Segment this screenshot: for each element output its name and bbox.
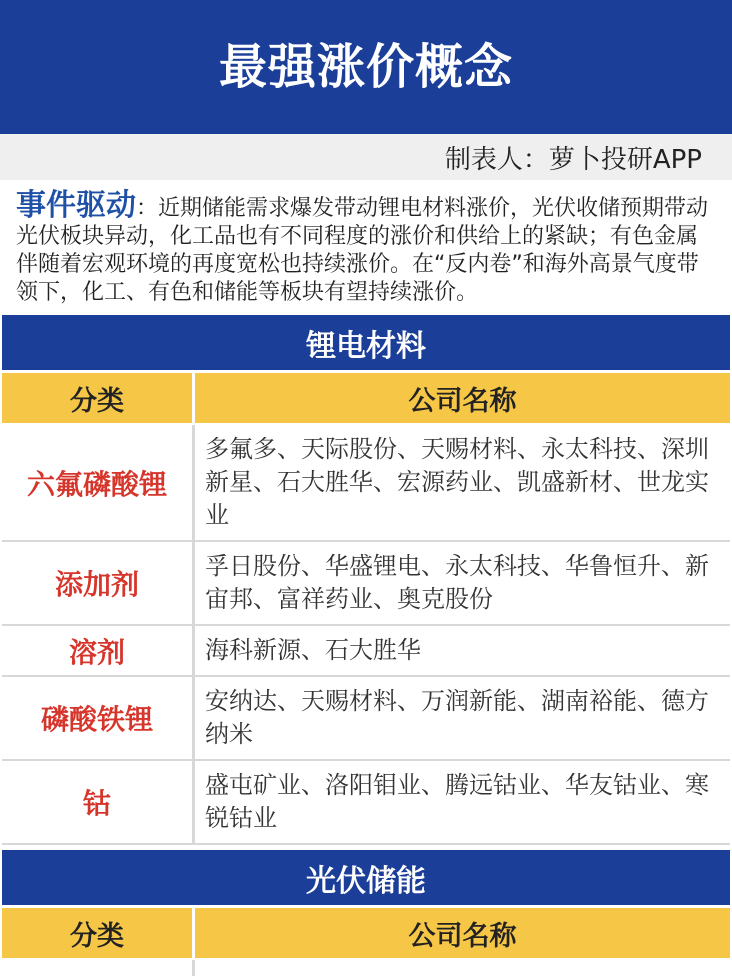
event-driver-paragraph — [0, 180, 732, 315]
section-title: 锂电材料 — [2, 315, 730, 370]
column-header-companies: 公司名称 — [195, 373, 730, 423]
column-header-companies: 公司名称 — [195, 908, 730, 958]
category-cell: 磷酸铁锂 — [2, 677, 195, 759]
column-header-category: 分类 — [2, 373, 192, 423]
companies-cell: 盛屯矿业、洛阳钼业、腾远钴业、华友钴业、寒锐钴业 — [205, 771, 709, 832]
event-driver-label: 事件驱动 — [16, 188, 136, 223]
companies-cell: 多氟多、天际股份、天赐材料、永太科技、深圳新星、石大胜华、宏源药业、凯盛新材、世龙实业 — [205, 435, 709, 529]
category-cell: 溶剂 — [2, 626, 195, 675]
section-lithium-materials — [2, 315, 730, 845]
category-cell — [2, 960, 195, 976]
table-body — [2, 425, 730, 845]
companies-cell: 海科新源、石大胜华 — [205, 636, 421, 664]
page-title: 最强涨价概念 — [218, 39, 513, 95]
byline — [0, 134, 732, 180]
table-body — [2, 960, 730, 976]
companies-cell — [195, 960, 730, 976]
table-row-partial — [2, 960, 730, 976]
category-cell: 钴 — [2, 761, 195, 843]
table-row — [2, 542, 730, 626]
table-header — [2, 373, 730, 423]
section-pv-storage — [2, 850, 730, 976]
table-row — [2, 626, 730, 677]
table-row — [2, 761, 730, 845]
section-title: 光伏储能 — [2, 850, 730, 905]
category-cell: 添加剂 — [2, 542, 195, 624]
title-banner — [0, 0, 732, 134]
byline-text: 制表人：萝卜投研APP — [444, 144, 702, 175]
companies-cell: 安纳达、天赐材料、万润新能、湖南裕能、德方纳米 — [205, 687, 709, 748]
category-cell: 六氟磷酸锂 — [2, 425, 195, 540]
companies-cell: 孚日股份、华盛锂电、永太科技、华鲁恒升、新宙邦、富祥药业、奥克股份 — [205, 552, 709, 613]
column-header-category: 分类 — [2, 908, 192, 958]
table-row — [2, 677, 730, 761]
event-driver-text: ：近期储能需求爆发带动锂电材料涨价，光伏收储预期带动光伏板块异动，化工品也有不同程度的涨价和供给上的紧缺；有色金属伴随着宏观环境的再度宽松也持续涨价。在“反内卷”和海外高景气度带领下，化工、有色和储能等板块有望持续涨价。 — [16, 196, 709, 305]
table-row — [2, 425, 730, 542]
table-header — [2, 908, 730, 958]
